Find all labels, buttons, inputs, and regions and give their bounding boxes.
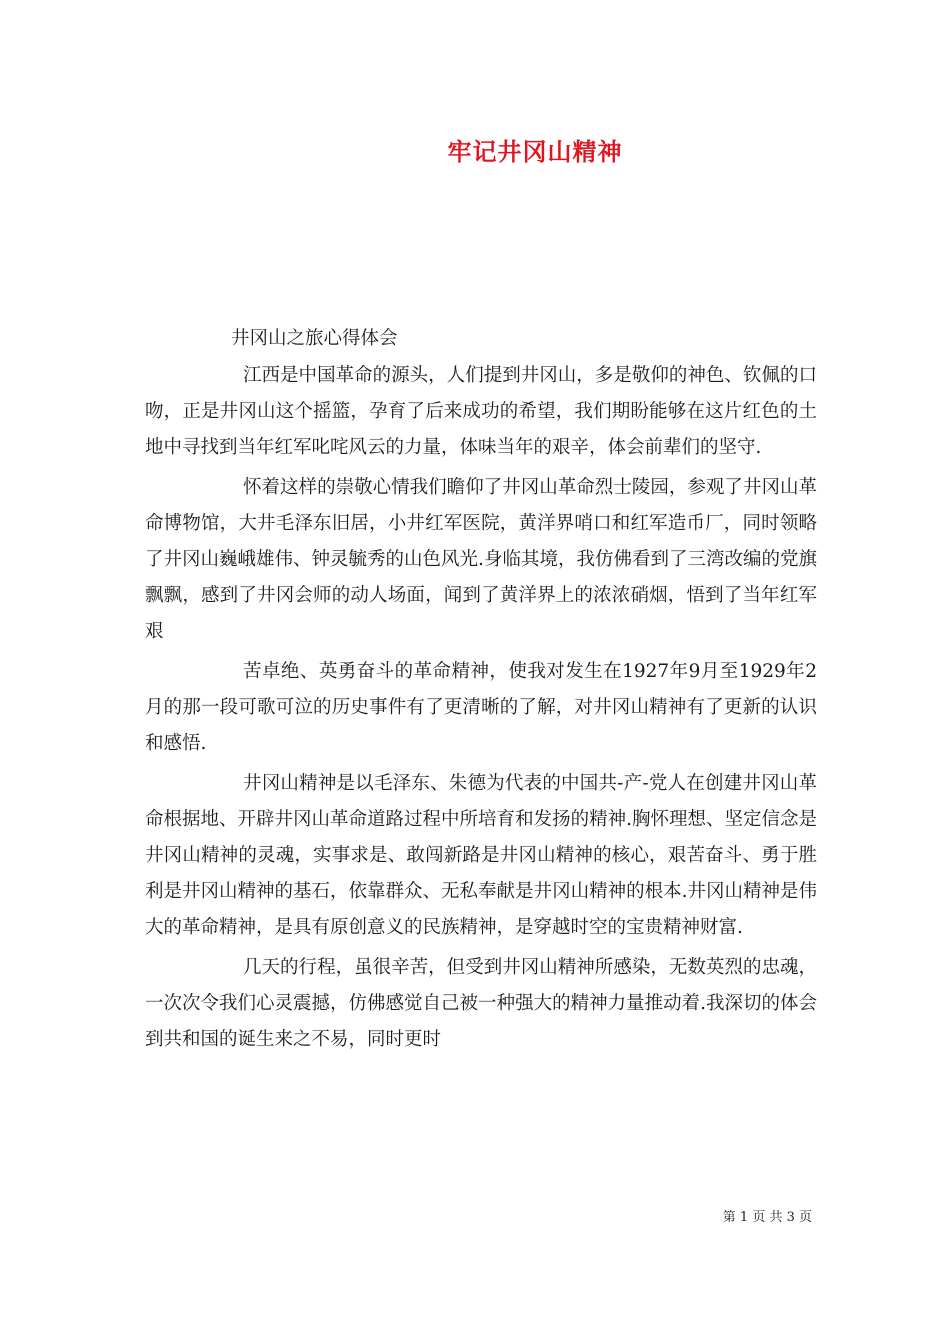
page-number-footer: 第 1 页 共 3 页 xyxy=(722,1210,812,1225)
paragraph-5: 几天的行程，虽很辛苦，但受到井冈山精神所感染，无数英烈的忠魂，一次次令我们心灵震撼，仿佛感觉自己被一种强大的精神力量推动着.我深切的体会到共和国的诞生来之不易，同时更时 xyxy=(145,957,817,1050)
paragraph-1: 江西是中国革命的源头，人们提到井冈山，多是敬仰的神色、钦佩的口吻，正是井冈山这个摇篮，孕育了后来成功的希望，我们期盼能够在这片红色的土地中寻找到当年红军叱咤风云的力量，体味当年的艰辛，体会前辈们的坚守. xyxy=(145,365,817,458)
paragraph-3: 苦卓绝、英勇奋斗的革命精神，使我对发生在1927年9月至1929年2月的那一段可歌可泣的历史事件有了更清晰的了解，对井冈山精神有了更新的认识和感悟. xyxy=(145,661,817,754)
document-body xyxy=(145,320,817,1062)
document-subtitle: 井冈山之旅心得体会 xyxy=(231,328,398,349)
paragraph-4: 井冈山精神是以毛泽东、朱德为代表的中国共-产-党人在创建井冈山革命根据地、开辟井冈山革命道路过程中所培育和发扬的精神.胸怀理想、坚定信念是井冈山精神的灵魂，实事求是、敢闯新路是井冈山精神的核心，艰苦奋斗、勇于胜利是井冈山精神的基石，依靠群众、无私奉献是井冈山精神的根本.井冈山精神是伟大的革命精神，是具有原创意义的民族精神，是穿越时空的宝贵精神财富. xyxy=(145,773,817,938)
paragraph-2: 怀着这样的崇敬心情我们瞻仰了井冈山革命烈士陵园，参观了井冈山革命博物馆，大井毛泽东旧居，小井红军医院，黄洋界哨口和红军造币厂，同时领略了井冈山巍峨雄伟、钟灵毓秀的山色风光.身临其境，我仿佛看到了三湾改编的党旗飘飘，感到了井冈会师的动人场面，闻到了黄洋界上的浓浓硝烟，悟到了当年红军艰 xyxy=(145,477,817,642)
document-title: 牢记井冈山精神 xyxy=(447,138,623,166)
